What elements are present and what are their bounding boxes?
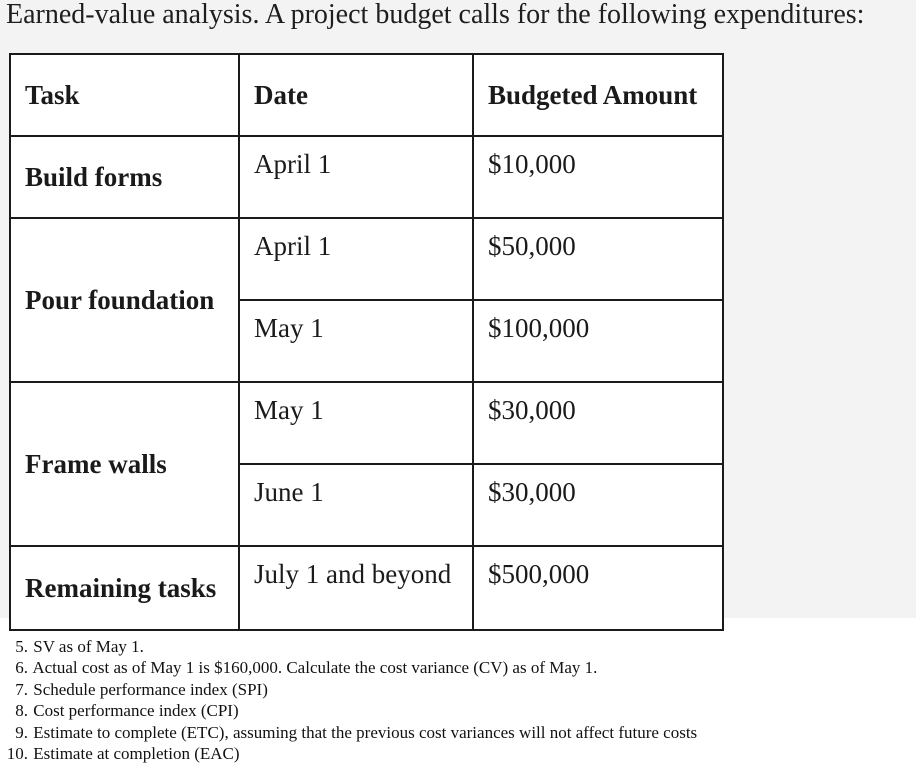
date-cell: April 1 <box>239 136 473 218</box>
table-row <box>10 546 723 630</box>
question-text: Estimate at completion (EAC) <box>33 744 240 764</box>
question-text: Actual cost as of May 1 is $160,000. Calculate the cost variance (CV) as of May 1. <box>32 658 598 678</box>
question-item <box>0 743 697 764</box>
question-text: SV as of May 1. <box>33 637 144 656</box>
table-header-row <box>10 54 723 136</box>
amount-cell: $50,000 <box>473 218 723 300</box>
amount-cell: $500,000 <box>473 546 723 630</box>
question-number: 5. <box>15 637 28 656</box>
table-row <box>10 136 723 218</box>
question-text: Estimate to complete (ETC), assuming that the previous cost variances will not affect future costs <box>33 722 698 742</box>
table-row <box>10 382 723 464</box>
question-text: Cost performance index (CPI) <box>33 701 239 721</box>
amount-cell: $10,000 <box>473 136 723 218</box>
question-item <box>0 657 697 678</box>
date-cell: July 1 and beyond <box>239 546 473 630</box>
amount-cell: $30,000 <box>473 464 723 546</box>
question-text: Schedule performance index (SPI) <box>33 679 268 699</box>
task-cell: Build forms <box>10 136 239 218</box>
date-cell: May 1 <box>239 300 473 382</box>
header-date: Date <box>239 54 473 136</box>
question-number: 10. <box>6 744 28 764</box>
table-row <box>10 218 723 300</box>
question-number: 9. <box>15 722 28 742</box>
task-cell: Frame walls <box>10 382 239 546</box>
question-item <box>0 700 697 721</box>
question-list <box>0 636 697 764</box>
date-cell: June 1 <box>239 464 473 546</box>
date-cell: May 1 <box>239 382 473 464</box>
question-number: 7. <box>15 679 28 699</box>
problem-heading: Earned-value analysis. A project budget calls for the following expenditures: <box>6 0 865 30</box>
date-cell: April 1 <box>239 218 473 300</box>
budget-table <box>9 53 724 631</box>
task-cell: Pour foundation <box>10 218 239 382</box>
header-budgeted-amount: Budgeted Amount <box>473 54 723 136</box>
question-number: 6. <box>15 658 28 678</box>
header-task: Task <box>10 54 239 136</box>
question-item <box>0 722 697 743</box>
question-item <box>0 679 697 700</box>
amount-cell: $30,000 <box>473 382 723 464</box>
question-number: 8. <box>15 701 28 721</box>
task-cell: Remaining tasks <box>10 546 239 630</box>
amount-cell: $100,000 <box>473 300 723 382</box>
question-item <box>0 636 697 657</box>
